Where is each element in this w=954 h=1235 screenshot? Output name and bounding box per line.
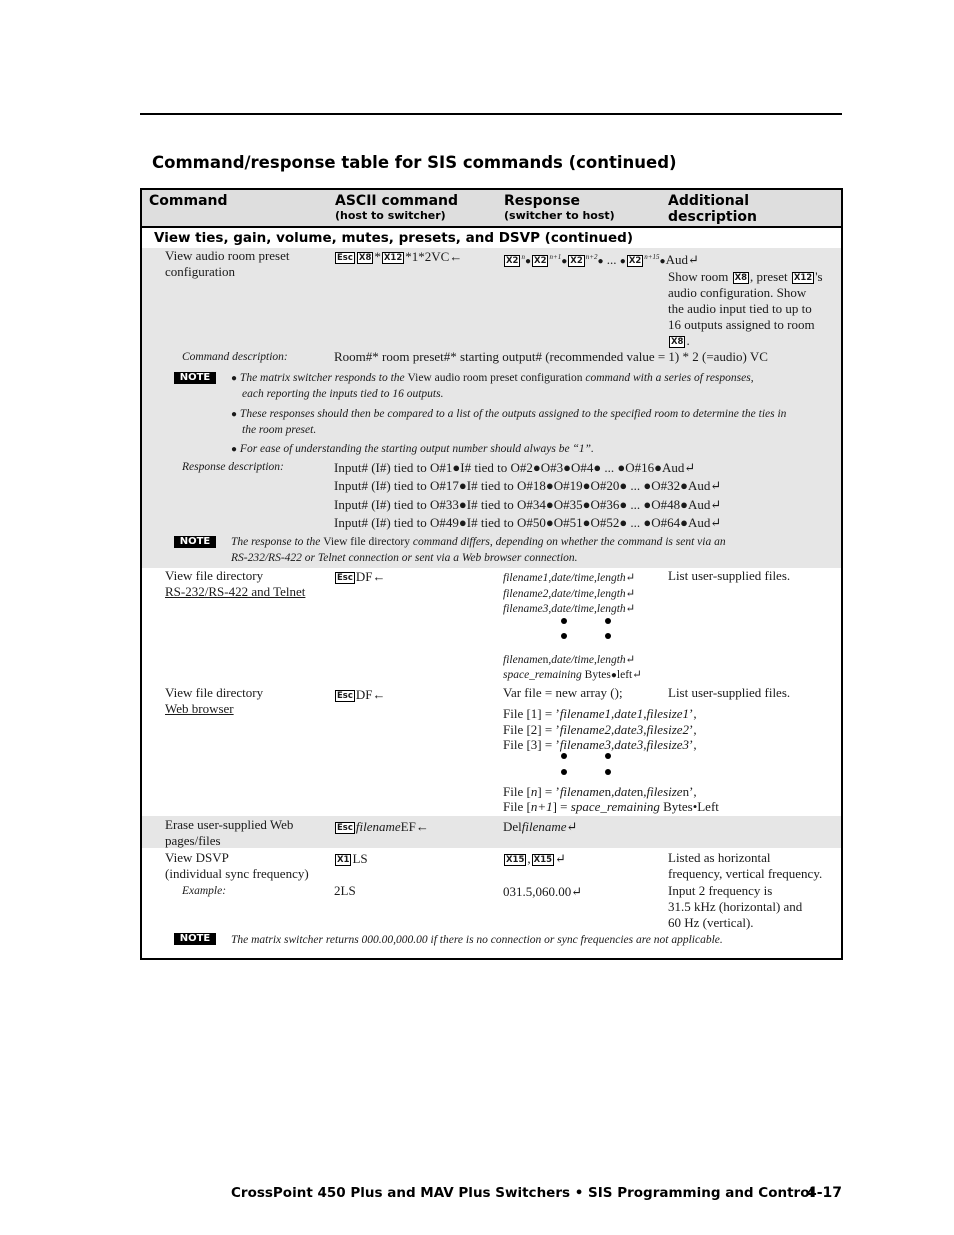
- table-header: [142, 190, 841, 228]
- cmd-desc-label: Command description:: [182, 351, 288, 363]
- resp-name: filename3: [503, 603, 549, 615]
- return-icon: ↵: [684, 460, 696, 475]
- sup-n1: n+1: [549, 253, 562, 261]
- room-response: [503, 249, 699, 270]
- note4-line2: RS-232/RS-422 or Telnet connection or sent via a Web browser connection.: [231, 552, 578, 564]
- note1-line1: [231, 370, 754, 387]
- resp-name: filename2: [503, 588, 549, 600]
- space-remaining: space_remaining: [503, 669, 582, 681]
- page-number: 4-17: [807, 1185, 843, 1201]
- filen-end: ’,: [689, 784, 697, 799]
- return-icon: ↵: [571, 884, 583, 899]
- filen-n: n: [530, 784, 538, 799]
- esc-key: Esc: [337, 253, 353, 263]
- example-ascii: 2LS: [334, 883, 356, 898]
- ascii-text: DF: [355, 569, 373, 584]
- x2-key: X2: [628, 256, 642, 266]
- web-file1: [503, 706, 697, 722]
- sup-n2: n+2: [585, 253, 598, 261]
- left-text: left: [616, 669, 633, 681]
- dsvp-desc-line2: frequency, vertical frequency.: [668, 866, 823, 881]
- bullet-icon: ●: [231, 409, 238, 420]
- esc-key: Esc: [337, 691, 353, 701]
- left-arrow-icon: ←: [372, 687, 386, 702]
- return-icon: ↵: [625, 572, 636, 584]
- example-desc-line1: Input 2 frequency is: [668, 883, 773, 898]
- note1-c: command with a series of responses,: [582, 372, 754, 384]
- x15-key: X15: [506, 855, 525, 865]
- room-desc-line4: 16 outputs assigned to room: [668, 317, 815, 332]
- web-filen: [503, 784, 697, 800]
- resp-name: filename1: [503, 572, 549, 584]
- rs232-ascii: [334, 569, 386, 585]
- ellipsis-dot: [605, 753, 611, 759]
- ellipsis-dot: [561, 769, 567, 775]
- web-cmd-line2[interactable]: Web browser: [165, 701, 234, 716]
- note2-line2: the room preset.: [242, 424, 317, 436]
- sup-n: n: [521, 253, 525, 261]
- desc-text: Show room: [668, 269, 732, 284]
- note3: [231, 441, 594, 458]
- x12-key: X12: [793, 273, 813, 283]
- x12-key: X12: [383, 253, 403, 263]
- filelast-b: ] =: [552, 799, 571, 814]
- ascii-text: DF: [355, 687, 373, 702]
- note-badge: NOTE: [174, 372, 216, 384]
- bullet-icon: ●: [659, 256, 666, 267]
- rs232-cmd-line1: View file directory: [165, 568, 264, 583]
- resp-rest: ,date/time,length: [548, 572, 626, 584]
- resp-line-text: Input# (I#) tied to O#49●I# tied to O#50●O#51●O#52● ... ●O#64●Aud: [334, 515, 711, 530]
- x2-key: X2: [570, 256, 583, 266]
- left-arrow-icon: ←: [415, 819, 429, 834]
- web-cmd-line1: View file directory: [165, 685, 264, 700]
- file-end: ’,: [689, 737, 697, 752]
- bullet-icon: ●: [561, 256, 568, 267]
- resp-desc-line2: [334, 478, 721, 494]
- filelast-sr: space_remaining: [570, 799, 660, 814]
- x8-key: X8: [734, 273, 748, 283]
- note4-a: The response to the: [231, 536, 324, 548]
- bullet-icon: ●: [610, 670, 617, 681]
- left-arrow-icon: ←: [372, 569, 386, 584]
- rs232-desc: List user-supplied files.: [668, 568, 791, 583]
- cmd-desc-text: Room#* room preset#* starting output# (recommended value = 1) * 2 (=audio) VC: [334, 349, 768, 364]
- rs232-cmd-line2[interactable]: RS-232/RS-422 and Telnet: [165, 584, 306, 599]
- room-desc-line3: the audio input tied to up to: [668, 301, 812, 316]
- web-ascii: [334, 687, 386, 703]
- ascii-suffix: EF: [400, 819, 416, 834]
- top-rule: [140, 113, 842, 115]
- esc-key: Esc: [337, 823, 353, 833]
- resp-rest: ,date/time,length: [548, 654, 626, 666]
- filelast-c: Bytes•Left: [659, 799, 719, 814]
- dsvp-desc-line1: Listed as horizontal: [668, 850, 771, 865]
- esc-key: Esc: [337, 573, 353, 583]
- dsvp-note: The matrix switcher returns 000.00,000.00 if there is no connection or sync frequencies are not applicable.: [231, 934, 723, 946]
- bytes: Bytes: [581, 669, 611, 681]
- return-icon: ↵: [632, 669, 642, 681]
- web-file3: [503, 737, 697, 753]
- header-command: Command: [149, 193, 228, 209]
- x2-key: X2: [506, 256, 519, 266]
- room-desc-line2: audio configuration. Show: [668, 285, 807, 300]
- web-resp-line1: Var file = new array ();: [503, 685, 623, 700]
- note3-text: For ease of understanding the starting output number should always be “1”.: [239, 443, 594, 455]
- header-ascii-sub: (host to switcher): [335, 209, 446, 222]
- desc-text: 's: [815, 269, 823, 284]
- rs232-respn: [503, 652, 635, 668]
- file-prefix: File [3] = ’: [503, 737, 560, 752]
- dsvp-response: [503, 851, 566, 867]
- example-label: Example:: [182, 885, 227, 897]
- footer-title: CrossPoint 450 Plus and MAV Plus Switchers • SIS Programming and Control: [231, 1185, 815, 1201]
- resp-desc-line4: [334, 515, 721, 531]
- return-icon: ↵: [687, 252, 699, 267]
- ellipsis-dot: [605, 769, 611, 775]
- return-icon: ↵: [555, 851, 566, 866]
- note1-b: View audio room preset configuration: [407, 372, 583, 384]
- return-icon: ↵: [710, 515, 722, 530]
- note2-text: These responses should then be compared to a list of the outputs assigned to the specified room to determine the ties in: [239, 408, 787, 420]
- filelast-a: File [: [503, 799, 531, 814]
- x1-key: X1: [337, 855, 350, 865]
- example-desc-line3: 60 Hz (vertical).: [668, 915, 754, 930]
- note2-line1: [231, 406, 786, 423]
- return-icon: ↵: [625, 603, 636, 615]
- resp-rest: ,date/time,length: [548, 603, 626, 615]
- sup-n15: n+15: [644, 253, 660, 261]
- return-icon: ↵: [625, 588, 636, 600]
- filen-size: ,filesize: [643, 784, 683, 799]
- resp-line-text: Input# (I#) tied to O#33●I# tied to O#34●O#35●O#36● ... ●O#48●Aud: [334, 497, 711, 512]
- web-filelast: [503, 799, 719, 815]
- example-resp-text: 031.5,060.00: [503, 884, 572, 899]
- filen-name: filename: [559, 784, 605, 799]
- note4-c: command differs, depending on whether the command is sent via an: [410, 536, 726, 548]
- sis-command-table: [140, 188, 843, 960]
- room-cmd-line1: View audio room preset: [165, 248, 290, 263]
- bullet-icon: ●: [231, 444, 238, 455]
- resp-name: filename: [521, 819, 567, 834]
- web-desc: List user-supplied files.: [668, 685, 791, 700]
- room-ascii: [334, 249, 462, 265]
- return-icon: ↵: [710, 497, 722, 512]
- ascii-suffix: LS: [352, 851, 368, 866]
- note1-line2: each reporting the inputs tied to 16 outputs.: [242, 388, 444, 400]
- note-badge: NOTE: [174, 536, 216, 548]
- file-prefix: File [2] = ’: [503, 722, 560, 737]
- file-name: filename2,date3,filesize2: [559, 722, 690, 737]
- file-end: ’,: [689, 722, 697, 737]
- erase-cmd-line2: pages/files: [165, 833, 221, 848]
- room-ascii-suffix: *1*2VC: [405, 249, 450, 264]
- ellipsis: ...: [603, 252, 620, 267]
- desc-text: , preset: [750, 269, 791, 284]
- file-prefix: File [1] = ’: [503, 706, 560, 721]
- room-desc-line1: [668, 269, 823, 285]
- filen-n2: n: [604, 784, 612, 799]
- file-end: ’,: [689, 706, 697, 721]
- ellipsis-dot: [605, 633, 611, 639]
- star: *: [374, 249, 381, 264]
- rs232-resp2: [503, 586, 635, 602]
- x8-key: X8: [358, 253, 372, 263]
- resp-n: n: [542, 654, 549, 666]
- x2-key: X2: [534, 256, 547, 266]
- dsvp-cmd-line2: (individual sync frequency): [165, 866, 309, 881]
- ellipsis-dot: [561, 753, 567, 759]
- file-name: filename3,date3,filesize3: [559, 737, 690, 752]
- header-additional: Additional: [668, 193, 749, 209]
- rs232-resp3: [503, 601, 635, 617]
- rs232-space: [503, 667, 642, 684]
- ellipsis-dot: [561, 633, 567, 639]
- room-desc-line5: X8 .: [671, 333, 690, 348]
- dsvp-cmd-line1: View DSVP: [165, 850, 229, 865]
- bullet-icon: ●: [231, 373, 238, 384]
- filen-n4: n: [682, 784, 690, 799]
- file-name: filename1,date1,filesize1: [559, 706, 690, 721]
- return-icon: ↵: [710, 478, 722, 493]
- ellipsis-dot: [605, 618, 611, 624]
- resp-desc-label: Response description:: [182, 461, 284, 473]
- return-icon: ↵: [625, 654, 636, 666]
- rs232-resp1: [503, 570, 635, 586]
- header-response-sub: (switcher to host): [504, 209, 615, 222]
- web-file2: [503, 722, 697, 738]
- ascii-name: filename: [355, 819, 401, 834]
- erase-ascii: [334, 819, 429, 835]
- erase-response: [503, 819, 577, 835]
- return-icon: ↵: [566, 819, 578, 834]
- bullet-icon: ●: [619, 256, 626, 267]
- x15-key: X15: [533, 855, 553, 865]
- section-title: View ties, gain, volume, mutes, presets, and DSVP (continued): [154, 230, 634, 246]
- erase-cmd-line1: Erase user-supplied Web: [165, 817, 294, 832]
- note1-a: The matrix switcher responds to the: [239, 372, 408, 384]
- filen-b: ] = ’: [537, 784, 560, 799]
- note4-b: View file directory: [323, 536, 411, 548]
- resp-name: filename: [503, 654, 543, 666]
- header-response: Response: [504, 193, 581, 209]
- note4-line1: [231, 534, 726, 550]
- resp-prefix: Del: [503, 819, 522, 834]
- room-cmd-line2: configuration: [165, 264, 236, 279]
- comma: ,: [527, 851, 531, 866]
- ellipsis-dot: [561, 618, 567, 624]
- example-desc-line2: 31.5 kHz (horizontal) and: [668, 899, 803, 914]
- resp-line-text: Input# (I#) tied to O#17●I# tied to O#18●O#19●O#20● ... ●O#32●Aud: [334, 478, 711, 493]
- filen-date: ,date: [611, 784, 637, 799]
- resp-desc-line3: [334, 497, 721, 513]
- dsvp-ascii: [334, 851, 368, 867]
- bullet-icon: ●: [597, 256, 604, 267]
- x8-key: X8: [671, 337, 684, 347]
- bullet-icon: ●: [524, 256, 532, 267]
- left-arrow-icon: ←: [449, 249, 463, 264]
- room-resp-end: Aud: [665, 252, 688, 267]
- filen-n3: n: [636, 784, 644, 799]
- filelast-n: n+1: [530, 799, 553, 814]
- filen-a: File [: [503, 784, 531, 799]
- page-title: Command/response table for SIS commands (continued): [152, 153, 677, 172]
- resp-rest: ,date/time,length: [548, 588, 626, 600]
- header-description: description: [668, 209, 757, 225]
- resp-line-text: Input# (I#) tied to O#1●I# tied to O#2●O#3●O#4● ... ●O#16●Aud: [334, 460, 685, 475]
- header-ascii-command: ASCII command: [335, 193, 459, 209]
- note-badge: NOTE: [174, 933, 216, 945]
- resp-desc-line1: [334, 460, 695, 476]
- example-response: [503, 884, 582, 900]
